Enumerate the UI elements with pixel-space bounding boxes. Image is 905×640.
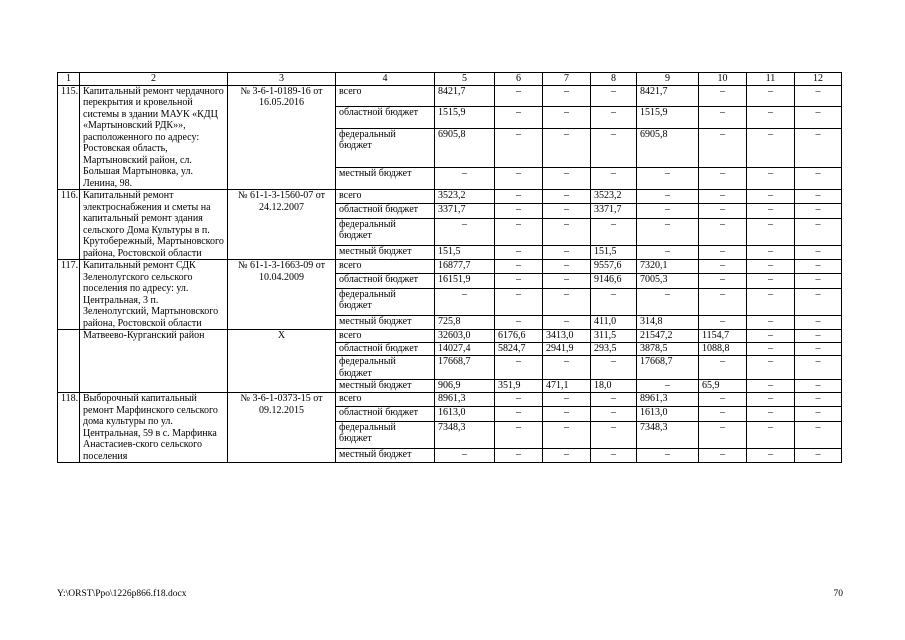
row-number: 118. [58,393,80,463]
funding-source: областной бюджет [336,343,435,356]
value-cell: – [495,421,543,448]
value-cell: – [795,421,842,448]
row-number [58,330,80,393]
value-cell: 1613,0 [435,407,495,421]
value-cell: 8421,7 [435,85,495,107]
funding-source: всего [336,393,435,407]
value-cell: 293,5 [591,343,637,356]
value-cell: – [637,218,699,245]
value-cell: – [495,204,543,218]
value-cell: – [637,190,699,204]
value-cell: – [699,168,747,190]
value-cell: 1515,9 [637,107,699,129]
table-row [58,190,842,204]
value-cell: – [795,190,842,204]
value-cell: 311,5 [591,330,637,343]
funding-source: всего [336,330,435,343]
value-cell: – [495,448,543,462]
value-cell: – [495,315,543,329]
value-cell: – [543,356,591,380]
table-row [58,393,842,407]
value-cell: 5824,7 [495,343,543,356]
object-name: Матвеево-Курганский район [80,330,228,393]
value-cell: – [795,128,842,168]
value-cell: – [747,380,795,393]
row-number: 117. [58,260,80,330]
value-cell: – [747,128,795,168]
value-cell: – [699,356,747,380]
value-cell: – [795,393,842,407]
value-cell: – [637,448,699,462]
value-cell: – [543,107,591,129]
funding-source: областной бюджет [336,274,435,288]
document-ref: № 61-1-3-1560-07 от 24.12.2007 [228,190,336,260]
value-cell: 3523,2 [591,190,637,204]
value-cell: – [435,448,495,462]
value-cell: – [591,448,637,462]
value-cell: 725,8 [435,315,495,329]
row-number: 116. [58,190,80,260]
funding-source: местный бюджет [336,168,435,190]
value-cell: – [747,85,795,107]
value-cell: – [747,288,795,315]
value-cell: – [543,245,591,259]
budget-table [57,72,842,463]
value-cell: 1154,7 [699,330,747,343]
value-cell: – [495,407,543,421]
value-cell: 16151,9 [435,274,495,288]
funding-source: областной бюджет [336,407,435,421]
value-cell: – [543,421,591,448]
value-cell: – [795,343,842,356]
value-cell: 9146,6 [591,274,637,288]
value-cell: 3371,7 [591,204,637,218]
value-cell: – [747,274,795,288]
value-cell: – [747,330,795,343]
column-header-10: 10 [699,73,747,86]
value-cell: – [543,407,591,421]
value-cell: – [543,218,591,245]
value-cell: – [637,168,699,190]
value-cell: – [699,245,747,259]
value-cell: 151,5 [591,245,637,259]
funding-source: федеральный бюджет [336,128,435,168]
value-cell: – [795,448,842,462]
funding-source: местный бюджет [336,315,435,329]
value-cell: – [495,274,543,288]
value-cell: – [699,260,747,274]
value-cell: 6176,6 [495,330,543,343]
value-cell: 18,0 [591,380,637,393]
value-cell: 151,5 [435,245,495,259]
value-cell: – [543,315,591,329]
value-cell: 65,9 [699,380,747,393]
value-cell: – [699,218,747,245]
value-cell: – [495,218,543,245]
value-cell: – [699,128,747,168]
value-cell: 906,9 [435,380,495,393]
value-cell: – [637,380,699,393]
object-name: Выборочный капитальный ремонт Марфинского сельского дома культуры по ул. Центральная, 59 в с. Марфинка Анастасиев-ского сельского поселения [80,393,228,463]
value-cell: – [495,128,543,168]
value-cell: – [699,393,747,407]
value-cell: – [795,315,842,329]
value-cell: – [795,288,842,315]
funding-source: областной бюджет [336,107,435,129]
value-cell: 7348,3 [637,421,699,448]
value-cell: 471,1 [543,380,591,393]
value-cell: – [591,218,637,245]
value-cell: – [699,190,747,204]
value-cell: – [495,168,543,190]
value-cell: – [795,407,842,421]
column-header-3: 3 [228,73,336,86]
table-row [58,85,842,107]
value-cell: – [795,245,842,259]
value-cell: – [795,204,842,218]
funding-source: местный бюджет [336,380,435,393]
value-cell: – [543,190,591,204]
value-cell: – [591,407,637,421]
table-body [58,73,842,463]
row-number: 115. [58,85,80,190]
funding-source: федеральный бюджет [336,356,435,380]
value-cell: – [747,107,795,129]
value-cell: – [637,245,699,259]
object-name: Капитальный ремонт СДК Зеленолугского сельского поселения по адресу: ул. Центральная, 3 п. Зеленолугский, Мартыновского района, Ростовской области [80,260,228,330]
value-cell: – [495,107,543,129]
value-cell: – [543,260,591,274]
value-cell: 16877,7 [435,260,495,274]
value-cell: 8421,7 [637,85,699,107]
value-cell: – [495,356,543,380]
value-cell: – [591,85,637,107]
value-cell: – [795,85,842,107]
value-cell: 6905,8 [435,128,495,168]
object-name: Капитальный ремонт электроснабжения и сметы на капитальный ремонт здания сельского Дома Культуры в п. Крутобережный, Мартыновского района, Ростовской области [80,190,228,260]
table-row [58,260,842,274]
value-cell: – [591,128,637,168]
column-header-7: 7 [543,73,591,86]
value-cell: – [543,168,591,190]
value-cell: 6905,8 [637,128,699,168]
value-cell: 1613,0 [637,407,699,421]
value-cell: 8961,3 [637,393,699,407]
object-name: Капитальный ремонт чердачного перекрытия и кровельной системы в здании МАУК «КДЦ «Мартыновский РДК»», расположенного по адресу: Ростовская область, Мартыновский район, сл. Большая Мартыновка, ул. Ленина, 98. [80,85,228,190]
value-cell: 8961,3 [435,393,495,407]
value-cell: 411,0 [591,315,637,329]
column-header-12: 12 [795,73,842,86]
value-cell: – [699,274,747,288]
value-cell: 17668,7 [435,356,495,380]
funding-source: всего [336,85,435,107]
value-cell: – [591,288,637,315]
value-cell: – [543,128,591,168]
value-cell: 314,8 [637,315,699,329]
value-cell: – [591,393,637,407]
value-cell: 1088,8 [699,343,747,356]
value-cell: – [495,85,543,107]
value-cell: – [747,204,795,218]
value-cell: – [637,288,699,315]
value-cell: – [795,168,842,190]
value-cell: – [495,245,543,259]
value-cell: – [795,260,842,274]
value-cell: 7348,3 [435,421,495,448]
value-cell: – [435,288,495,315]
value-cell: – [699,107,747,129]
value-cell: – [699,288,747,315]
value-cell: 7320,1 [637,260,699,274]
value-cell: 3878,5 [637,343,699,356]
value-cell: 9557,6 [591,260,637,274]
value-cell: – [591,421,637,448]
value-cell: 3371,7 [435,204,495,218]
column-header-2: 2 [80,73,228,86]
value-cell: – [495,190,543,204]
column-header-6: 6 [495,73,543,86]
header-row [58,73,842,86]
value-cell: 21547,2 [637,330,699,343]
column-header-11: 11 [747,73,795,86]
value-cell: – [795,380,842,393]
funding-source: местный бюджет [336,245,435,259]
funding-source: местный бюджет [336,448,435,462]
table-row [58,330,842,343]
page-number: 70 [833,589,843,599]
funding-source: всего [336,260,435,274]
value-cell: – [795,107,842,129]
document-ref: № 3-6-1-0189-16 от 16.05.2016 [228,85,336,190]
value-cell: – [699,407,747,421]
value-cell: – [699,85,747,107]
value-cell: – [747,421,795,448]
value-cell: – [747,448,795,462]
value-cell: – [435,218,495,245]
funding-source: областной бюджет [336,204,435,218]
value-cell: – [543,393,591,407]
funding-source: федеральный бюджет [336,421,435,448]
column-header-4: 4 [336,73,435,86]
value-cell: – [747,260,795,274]
value-cell: – [543,448,591,462]
value-cell: 2941,9 [543,343,591,356]
value-cell: – [747,315,795,329]
value-cell: – [495,260,543,274]
value-cell: – [795,218,842,245]
column-header-9: 9 [637,73,699,86]
value-cell: – [747,407,795,421]
value-cell: 3523,2 [435,190,495,204]
value-cell: – [795,274,842,288]
value-cell: – [747,393,795,407]
value-cell: – [699,315,747,329]
value-cell: – [747,218,795,245]
value-cell: – [699,421,747,448]
value-cell: – [543,204,591,218]
value-cell: – [543,288,591,315]
document-ref: № 61-1-3-1663-09 от 10.04.2009 [228,260,336,330]
value-cell: 14027,4 [435,343,495,356]
value-cell: – [795,330,842,343]
document-ref: Х [228,330,336,393]
value-cell: – [495,288,543,315]
value-cell: 32603,0 [435,330,495,343]
value-cell: – [435,168,495,190]
value-cell: – [637,204,699,218]
column-header-5: 5 [435,73,495,86]
value-cell: – [747,190,795,204]
value-cell: 17668,7 [637,356,699,380]
column-header-8: 8 [591,73,637,86]
funding-source: федеральный бюджет [336,288,435,315]
value-cell: – [699,204,747,218]
value-cell: – [699,448,747,462]
value-cell: 1515,9 [435,107,495,129]
funding-source: всего [336,190,435,204]
value-cell: – [495,393,543,407]
value-cell: – [747,343,795,356]
value-cell: – [591,356,637,380]
value-cell: 351,9 [495,380,543,393]
column-header-1: 1 [58,73,80,86]
document-ref: № 3-6-1-0373-15 от 09.12.2015 [228,393,336,463]
value-cell: – [543,85,591,107]
value-cell: – [747,356,795,380]
value-cell: 7005,3 [637,274,699,288]
value-cell: – [795,356,842,380]
value-cell: – [543,274,591,288]
value-cell: – [747,168,795,190]
funding-source: федеральный бюджет [336,218,435,245]
value-cell: 3413,0 [543,330,591,343]
value-cell: – [591,168,637,190]
value-cell: – [591,107,637,129]
value-cell: – [747,245,795,259]
file-path: Y:\ORST\Ppo\1226p866.f18.docx [57,589,187,599]
